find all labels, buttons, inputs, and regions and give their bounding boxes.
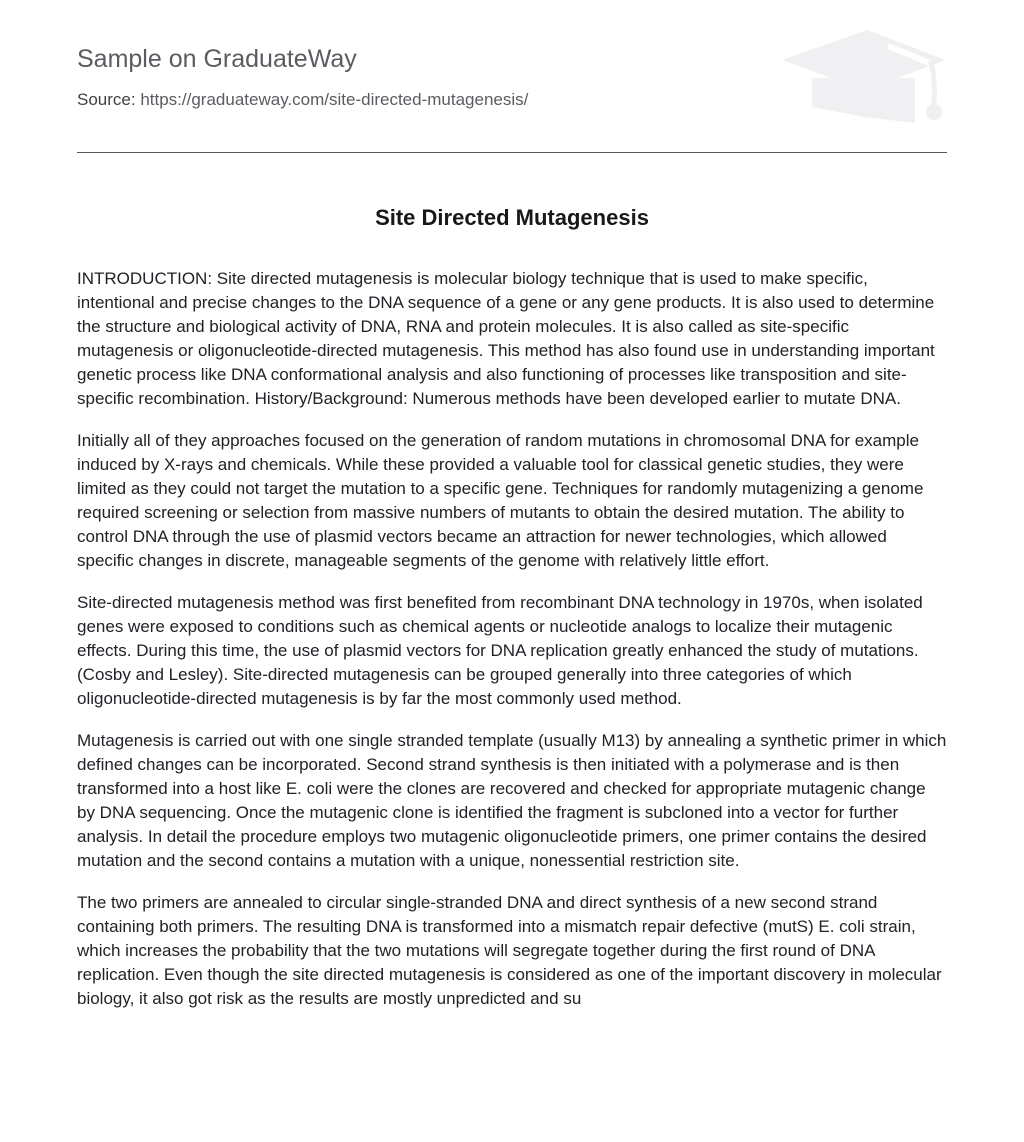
paragraph-introduction: INTRODUCTION: Site directed mutagenesis is molecular biology technique that is used to make specific, intentional and precise changes to the DNA sequence of a gene or any gene products. It is also used to determine the structure and biological activity of DNA, RNA and protein molecules. It is also called as site-specific mutagenesis or oligonucleotide-directed mutagenesis. This method has also found use in understanding important genetic process like DNA conformational analysis and also functioning of processes like transposition and site-specific recombination. History/Background: Numerous methods have been developed earlier to mutate DNA. <box>77 269 935 408</box>
source-label: Source: <box>77 90 136 109</box>
document-title: Site Directed Mutagenesis <box>375 205 649 230</box>
graduation-cap-icon <box>780 28 950 128</box>
paragraph-history: Initially all of they approaches focused on the generation of random mutations in chromosomal DNA for example induced by X-rays and chemicals. While these provided a valuable tool for classical genetic studies, they were limited as they could not target the mutation to a specific gene. Techniques for randomly mutagenizing a genome required screening or selection from massive numbers of mutants to obtain the desired mutation. The ability to control DNA through the use of plasmid vectors became an attraction for newer technologies, which allowed specific changes in discrete, manageable segments of the genome with relatively little effort. <box>77 431 924 570</box>
paragraph-procedure: Mutagenesis is carried out with one single stranded template (usually M13) by annealing a synthetic primer in which defined changes can be incorporated. Second strand synthesis is then initiated with a polymerase and is then transformed into a host like E. coli were the clones are recovered and checked for appropriate mutagenic change by DNA sequencing. Once the mutagenic clone is identified the fragment is subcloned into a vector for further analysis. In detail the procedure employs two mutagenic oligonucleotide primers, one primer contains the desired mutation and the second contains a mutation with a unique, nonessential restriction site. <box>77 731 947 870</box>
paragraph-primers: The two primers are annealed to circular single-stranded DNA and direct synthesis of a new second strand containing both primers. The resulting DNA is transformed into a mismatch repair defective (mutS) E. coli strain, which increases the probability that the two mutations will segregate together during the first round of DNA replication. Even though the site directed mutagenesis is considered as one of the important discovery in molecular biology, it also got risk as the results are mostly unpredicted and su <box>77 893 942 1008</box>
source-url-link[interactable]: https://graduateway.com/site-directed-mutagenesis/ <box>140 90 529 109</box>
sample-heading: Sample on GraduateWay <box>77 45 357 73</box>
content-column <box>77 0 947 1011</box>
divider <box>77 152 947 153</box>
paragraph-recombinant-dna: Site-directed mutagenesis method was first benefited from recombinant DNA technology in 1970s, when isolated genes were exposed to conditions such as chemical agents or nucleotide analogs to localize their mutagenic effects. During this time, the use of plasmid vectors for DNA replication greatly enhanced the study of mutations. (Cosby and Lesley). Site-directed mutagenesis can be grouped generally into three categories of which oligonucleotide-directed mutagenesis is by far the most commonly used method. <box>77 593 923 708</box>
